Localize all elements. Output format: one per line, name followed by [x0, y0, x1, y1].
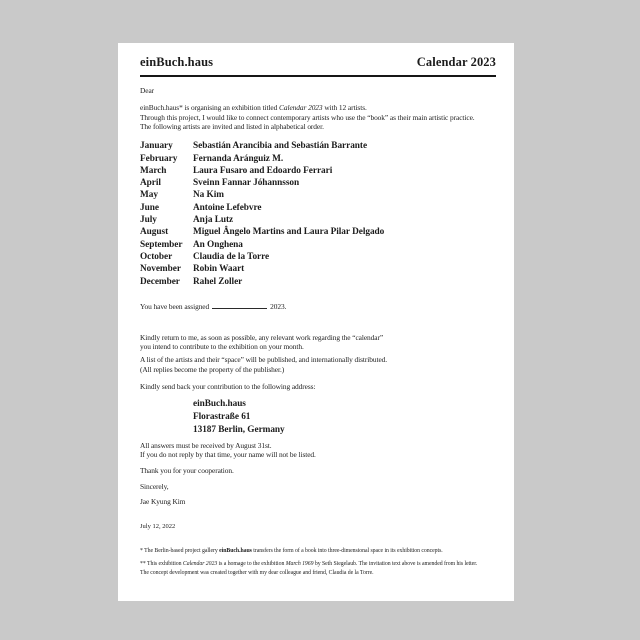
schedule-row [140, 189, 496, 201]
schedule-artists: Fernanda Aránguiz M. [193, 153, 284, 164]
letterhead [140, 43, 496, 70]
return-line-2: you intend to contribute to the exhibition on your month. [140, 342, 304, 352]
schedule-month: June [140, 202, 159, 213]
intro-line-2: Through this project, I would like to connect contemporary artists who use the “book” as their main artistic practice. [140, 112, 475, 122]
footnote-1 [140, 547, 496, 556]
schedule-artists: Anja Lutz [193, 215, 234, 226]
publish-line-2: (All replies become the property of the publisher.) [140, 364, 285, 374]
footnote-2-title-italic: Calendar 2023 [182, 560, 218, 567]
schedule-row [140, 153, 496, 165]
address-street: Florastraße 61 [193, 411, 251, 422]
assignment-year: 2023. [270, 301, 287, 311]
schedule-artists: Na Kim [193, 190, 224, 201]
schedule-artists: Antoine Lefebvre [193, 202, 262, 213]
schedule-artists: Rahel Zoller [193, 276, 243, 287]
schedule-month: March [140, 165, 167, 176]
schedule-row [140, 140, 496, 152]
footnote-2-line-1 [140, 560, 496, 570]
schedule-row [140, 177, 496, 189]
schedule-row [140, 165, 496, 177]
schedule-artists: Sveinn Fannar Jóhannsson [193, 178, 300, 189]
schedule-month: January [140, 141, 173, 152]
schedule-row [140, 202, 496, 214]
schedule-month: November [140, 264, 181, 275]
intro-line-1 [140, 103, 496, 113]
footnote-1-post: transfers the form of a book into three-dimensional space in its exhibition concepts. [251, 547, 443, 554]
letter-page [118, 43, 514, 601]
assignment-pre: You have been assigned [140, 301, 210, 311]
schedule-artists: Sebastián Arancibia and Sebastián Barrante [193, 141, 368, 152]
exhibition-title-italic: Calendar 2023 [279, 102, 323, 112]
thanks-line: Thank you for your cooperation. [140, 466, 234, 476]
brand-name: einBuch.haus [140, 55, 214, 69]
deadline-paragraph [140, 441, 496, 461]
schedule-row [140, 214, 496, 226]
footnote-2-pre: ** This exhibition [140, 560, 183, 567]
intro-line-1-post: with 12 artists. [322, 102, 367, 112]
schedule-artists: Laura Fusaro and Edoardo Ferrari [193, 165, 333, 176]
schedule-row [140, 276, 496, 288]
return-paragraph [140, 333, 496, 353]
salutation: Dear [140, 85, 155, 95]
intro-line-1-pre: einBuch.haus* is organising an exhibition titled [140, 102, 280, 112]
schedule-row [140, 263, 496, 275]
assignment-blank [212, 301, 267, 309]
deadline-line-2: If you do not reply by that time, your name will not be listed. [140, 450, 316, 460]
schedule-row [140, 251, 496, 263]
assignment-line [140, 301, 496, 312]
schedule-artists: An Onghena [193, 239, 243, 250]
footnote-2-post: by Seth Siegelaub. The invitation text above is amended from his letter. [313, 560, 478, 567]
return-line-1: Kindly return to me, as soon as possible, any relevant work regarding the “calendar” [140, 332, 384, 342]
schedule-month: July [140, 215, 157, 226]
address-city: 13187 Berlin, Germany [193, 424, 285, 435]
schedule-row [140, 226, 496, 238]
footnote-1-brand: einBuch.haus [219, 547, 252, 554]
letter-date: July 12, 2022 [140, 522, 176, 530]
schedule-month: August [140, 227, 169, 238]
signature-name: Jae Kyung Kim [140, 496, 186, 506]
schedule-month: September [140, 239, 183, 250]
schedule-month: December [140, 276, 180, 287]
header-rule [140, 75, 496, 77]
intro-paragraph [140, 103, 496, 132]
footnote-2 [140, 560, 496, 579]
intro-line-3: The following artists are invited and listed in alphabetical order. [140, 122, 324, 132]
schedule-month: February [140, 153, 178, 164]
publish-paragraph [140, 355, 496, 375]
schedule-month: May [140, 190, 158, 201]
schedule-artists: Claudia de la Torre [193, 251, 270, 262]
address-name: einBuch.haus [193, 398, 246, 409]
schedule-artists: Robin Waart [193, 264, 245, 275]
schedule-month: October [140, 251, 173, 262]
schedule-artists: Miguel Ângelo Martins and Laura Pilar Delgado [193, 227, 385, 238]
publish-line-1: A list of the artists and their “space” will be published, and internationally distributed. [140, 355, 388, 365]
footnote-2-march1969-italic: March 1969 [285, 560, 314, 567]
address-block [193, 398, 496, 437]
schedule-row [140, 239, 496, 251]
footnote-2-line-2: The concept development was created together with my dear colleague and friend, Claudia de la Torre. [140, 570, 374, 577]
edition-title: Calendar 2023 [416, 55, 496, 69]
deadline-line-1: All answers must be received by August 31st. [140, 440, 272, 450]
send-back-line: Kindly send back your contribution to the following address: [140, 381, 316, 391]
schedule-month: April [140, 178, 161, 189]
schedule-list [140, 140, 496, 288]
sincerely-line: Sincerely, [140, 481, 169, 491]
footnote-1-pre: * The Berlin-based project gallery [140, 547, 220, 554]
footnote-2-mid: is a homage to the exhibition [217, 560, 286, 567]
